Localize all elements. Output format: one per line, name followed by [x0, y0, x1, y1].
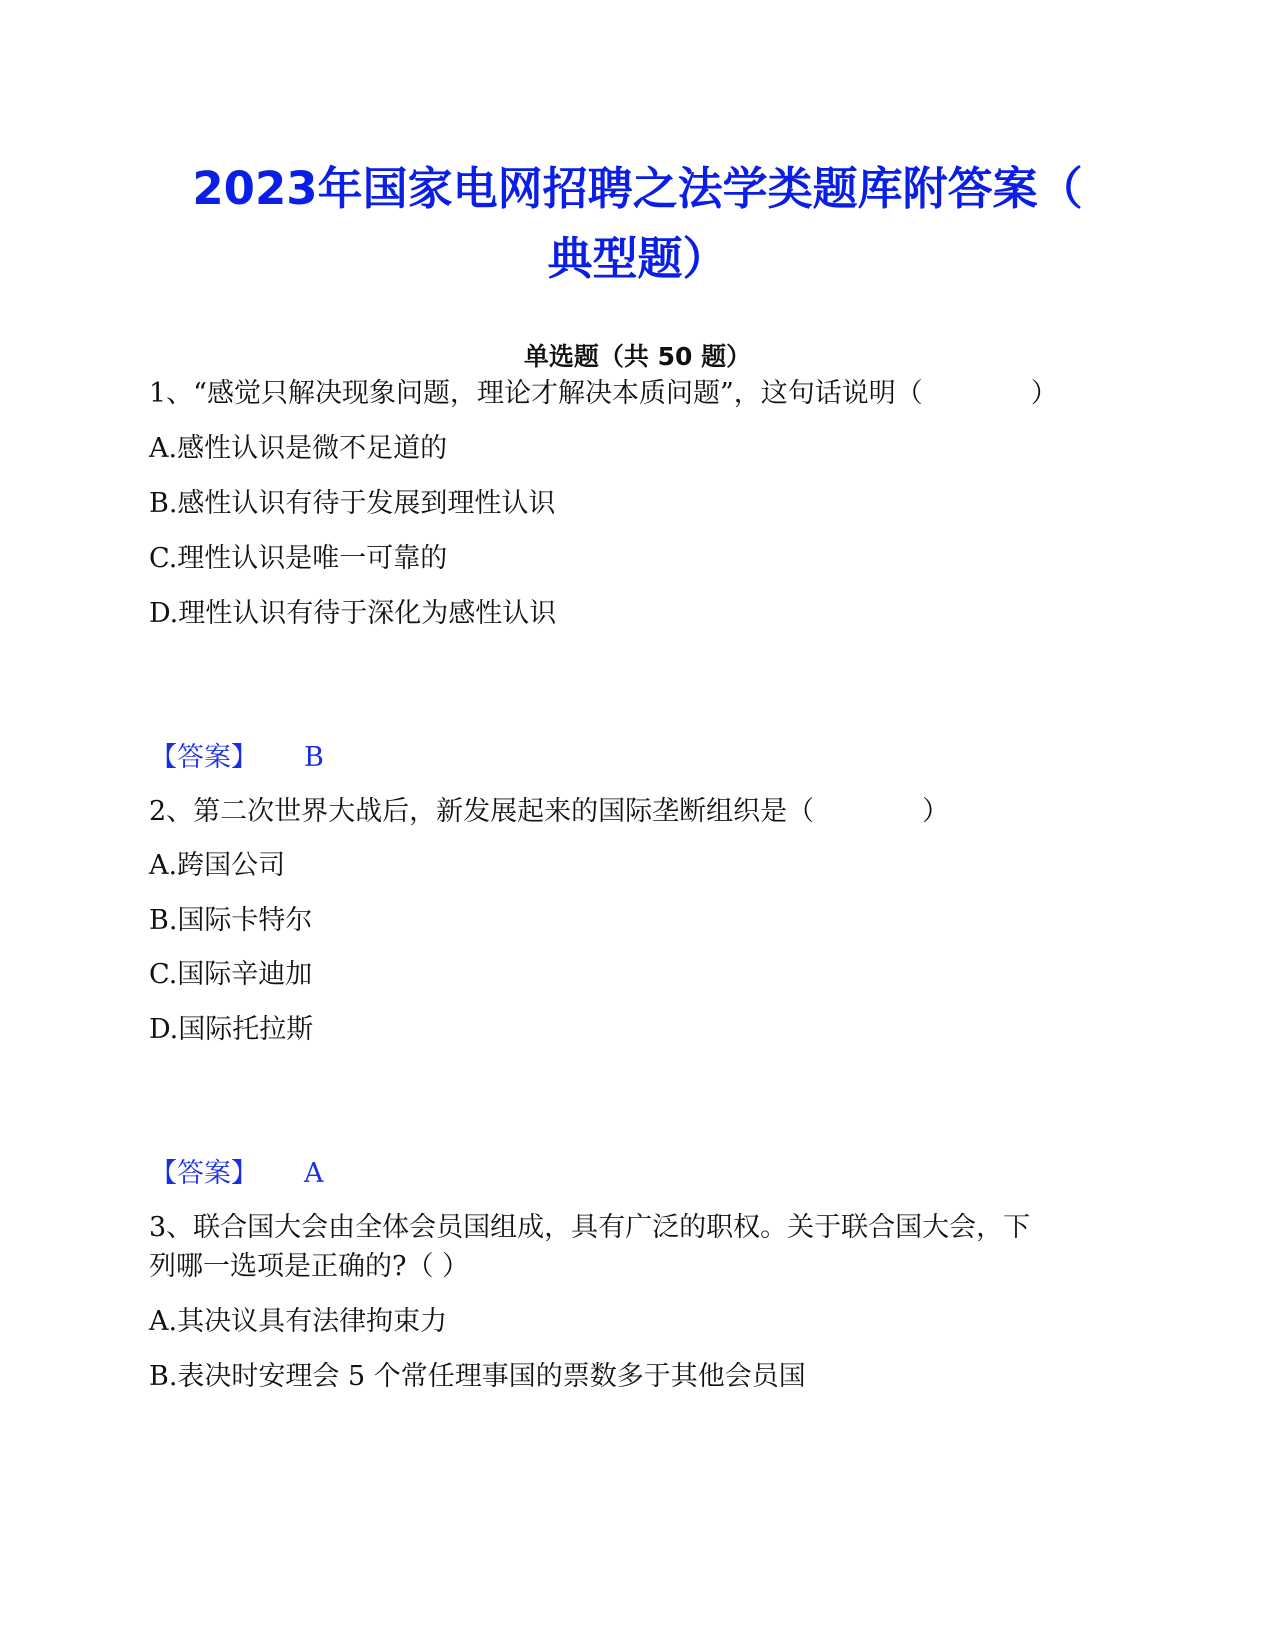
question-2-stem: 2、第二次世界大战后，新发展起来的国际垄断组织是（ ）: [149, 796, 950, 827]
question-2-answer: [150, 1157, 324, 1191]
section-heading: 单选题（共 50 题）: [523, 342, 752, 371]
question-1-option-d: D.理性认识有待于深化为感性认识: [149, 598, 557, 629]
document-title-line-2: 典型题）: [547, 232, 728, 285]
question-1-option-c: C.理性认识是唯一可靠的: [149, 543, 448, 574]
question-1-option-a: A.感性认识是微不足道的: [149, 433, 448, 464]
answer-value: A: [304, 1158, 324, 1189]
question-1-option-b: B.感性认识有待于发展到理性认识: [149, 488, 556, 519]
answer-value: B: [304, 742, 324, 773]
question-3-option-a: A.其决议具有法律拘束力: [149, 1306, 448, 1337]
question-3-stem-line-2: 列哪一选项是正确的?（ ）: [149, 1251, 470, 1282]
question-2-option-d: D.国际托拉斯: [149, 1014, 314, 1045]
question-3-option-b: B.表决时安理会 5 个常任理事国的票数多于其他会员国: [149, 1361, 806, 1392]
answer-label: 【答案】: [150, 1158, 258, 1189]
question-2-option-a: A.跨国公司: [149, 850, 286, 881]
question-1-answer: [150, 741, 324, 775]
question-2-option-c: C.国际辛迪加: [149, 959, 313, 990]
document-title-line-1: 2023年国家电网招聘之法学类题库附答案（: [192, 162, 1083, 215]
question-1-stem: 1、“感觉只解决现象问题，理论才解决本质问题”，这句话说明（ ）: [149, 378, 1058, 409]
question-3-stem-line-1: 3、联合国大会由全体会员国组成，具有广泛的职权。关于联合国大会，下: [149, 1212, 1031, 1243]
question-2-option-b: B.国际卡特尔: [149, 905, 313, 936]
answer-label: 【答案】: [150, 742, 258, 773]
